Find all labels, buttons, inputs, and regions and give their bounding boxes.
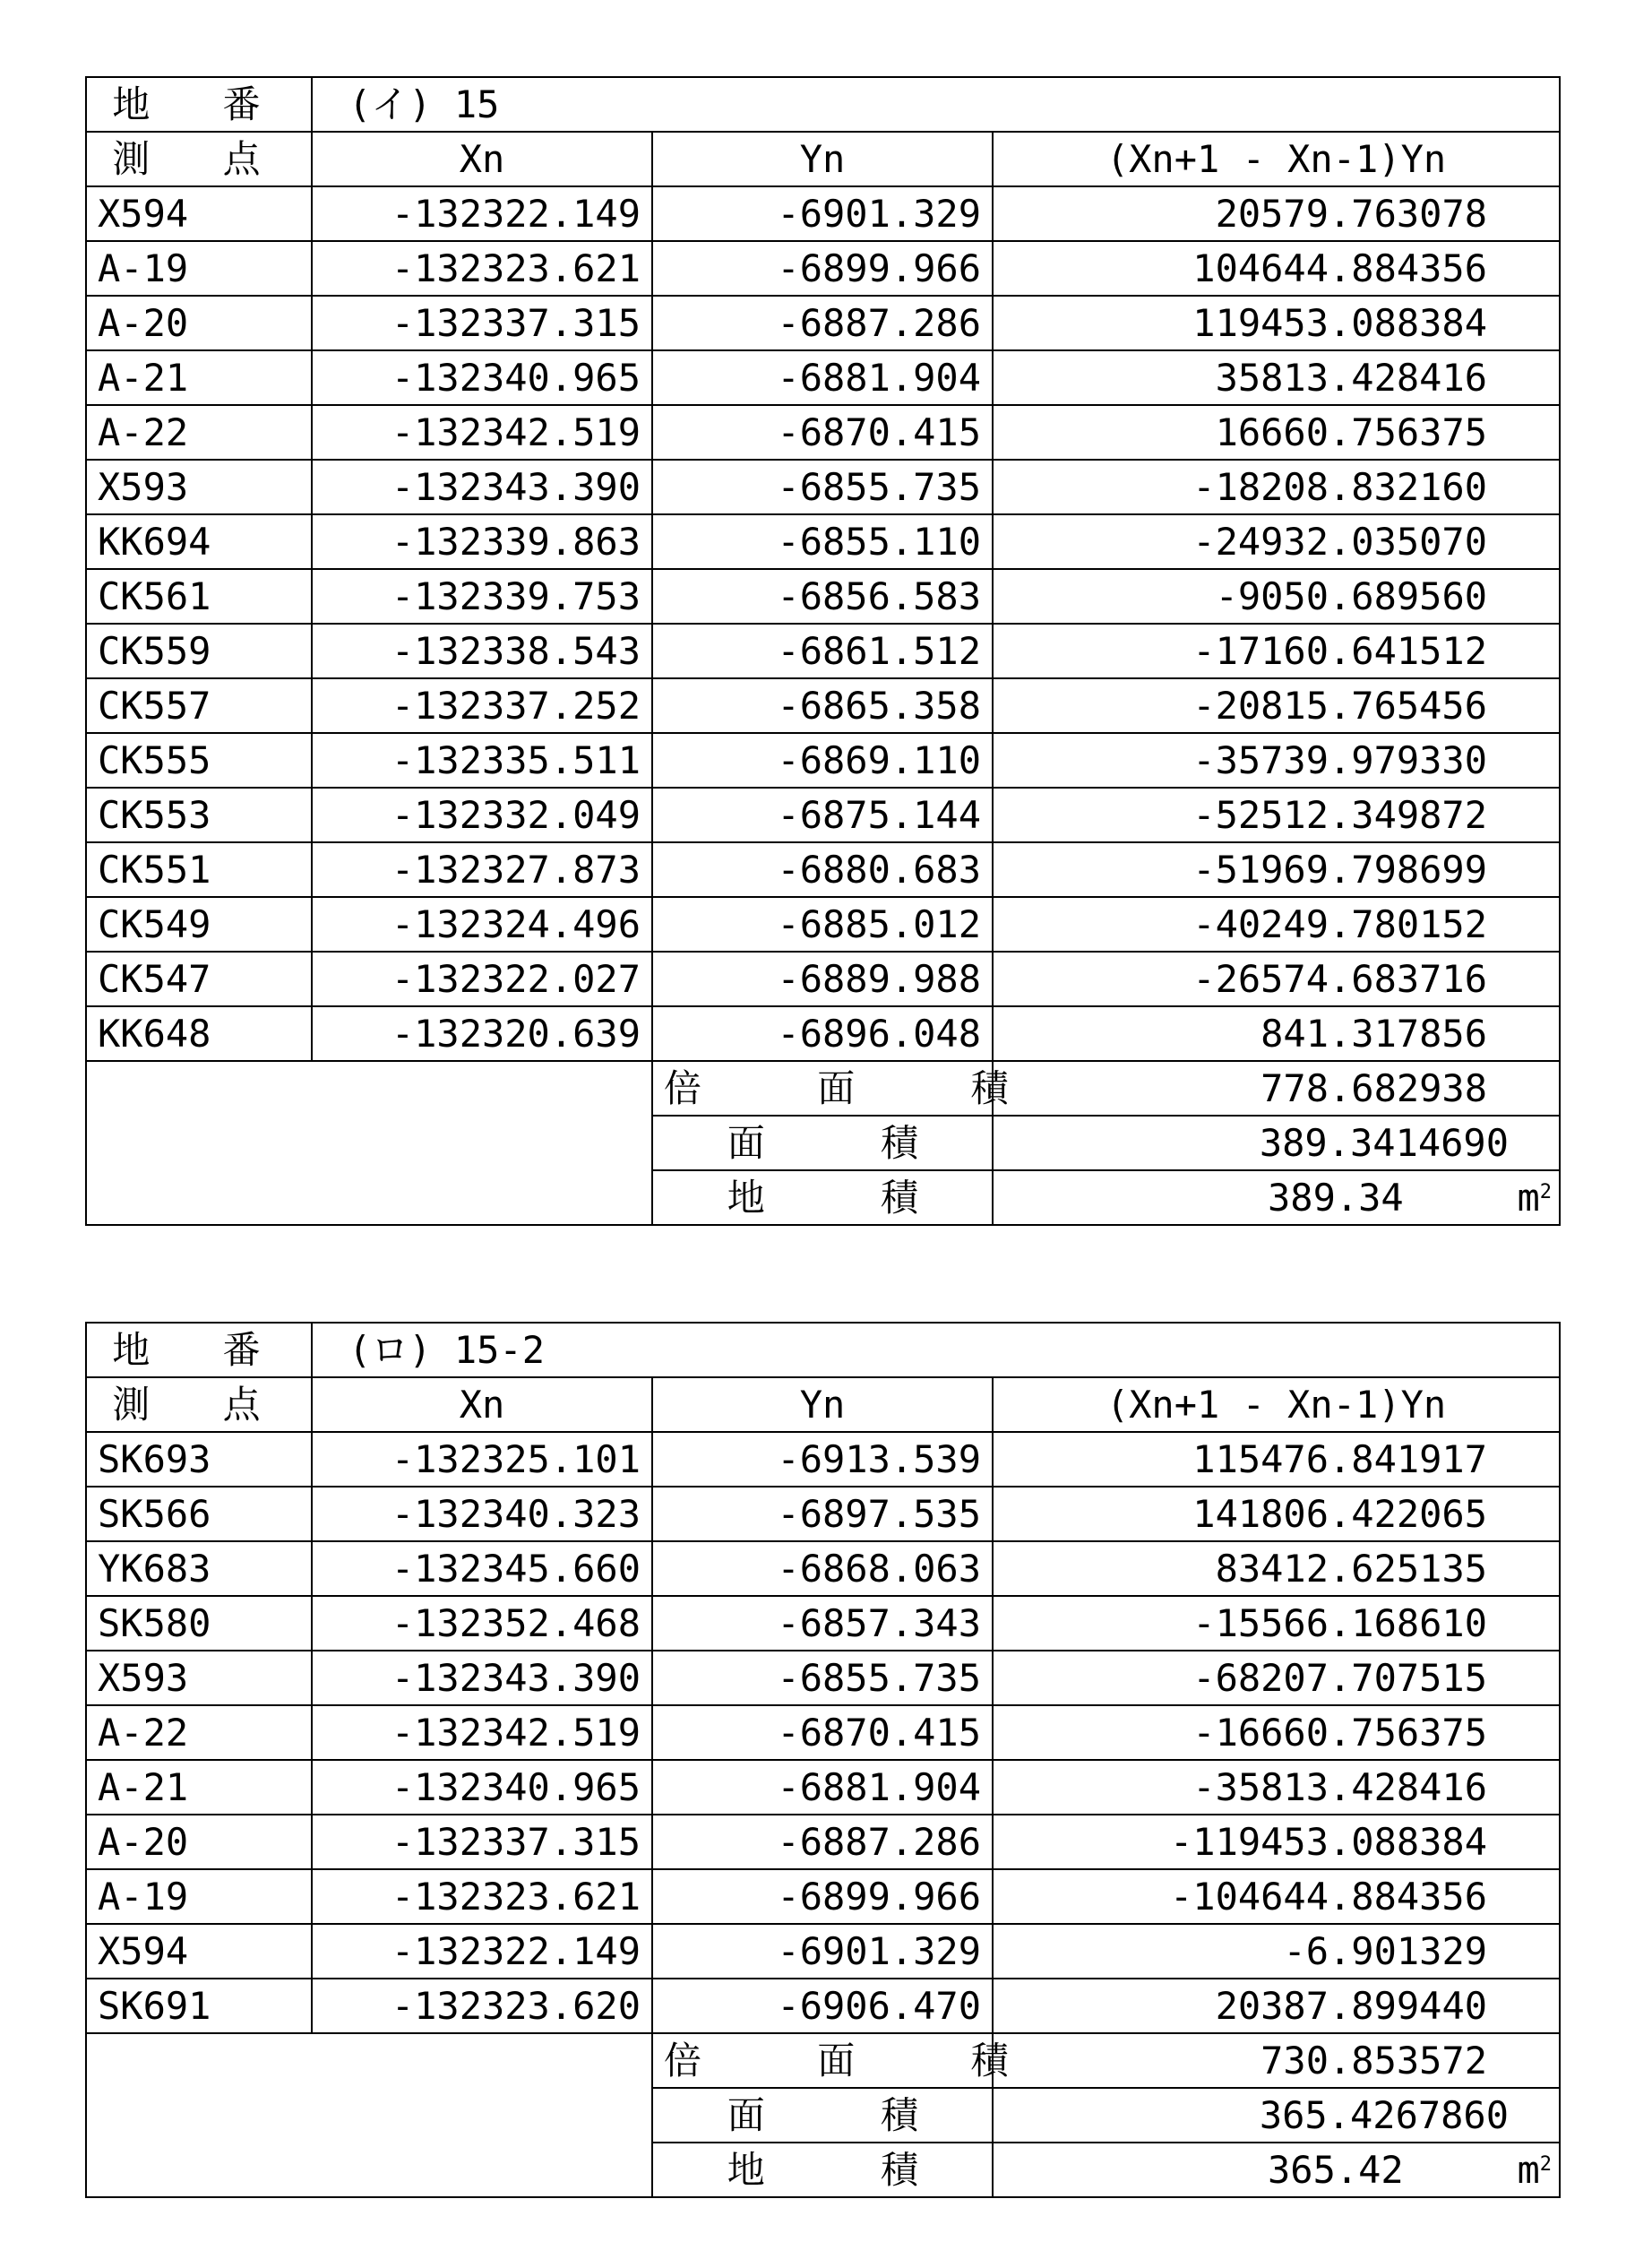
yn-value: -6881.904 xyxy=(652,1760,993,1815)
header-product: (Xn+1 - Xn-1)Yn xyxy=(993,132,1560,186)
point-name: A-20 xyxy=(86,296,312,350)
table-row xyxy=(86,350,1560,405)
point-name: CK547 xyxy=(86,952,312,1006)
product-value: 20387.899440 xyxy=(993,1979,1560,2033)
point-name: CK549 xyxy=(86,897,312,952)
product-value: 141806.422065 xyxy=(993,1487,1560,1541)
product-value: 119453.088384 xyxy=(993,296,1560,350)
point-name: SK691 xyxy=(86,1979,312,2033)
double-area-value: 730.853572 xyxy=(993,2033,1560,2088)
xn-value: -132340.965 xyxy=(312,1760,652,1815)
header-xn: Xn xyxy=(312,1377,652,1432)
point-name: KK694 xyxy=(86,514,312,569)
header-row xyxy=(86,1377,1560,1432)
point-name: X594 xyxy=(86,186,312,241)
product-value: -15566.168610 xyxy=(993,1596,1560,1651)
product-value: 16660.756375 xyxy=(993,405,1560,460)
lot-label: 地 番 xyxy=(86,77,312,132)
yn-value: -6887.286 xyxy=(652,1815,993,1869)
table-row xyxy=(86,1869,1560,1924)
lot-value: (イ) 15 xyxy=(312,77,1560,132)
yn-value: -6868.063 xyxy=(652,1541,993,1596)
yn-value: -6855.735 xyxy=(652,460,993,514)
point-name: CK553 xyxy=(86,788,312,842)
area-label: 面 積 xyxy=(652,1116,993,1170)
table-row xyxy=(86,1705,1560,1760)
xn-value: -132343.390 xyxy=(312,460,652,514)
yn-value: -6901.329 xyxy=(652,186,993,241)
xn-value: -132337.315 xyxy=(312,1815,652,1869)
xn-value: -132342.519 xyxy=(312,405,652,460)
yn-value: -6865.358 xyxy=(652,678,993,733)
xn-value: -132337.252 xyxy=(312,678,652,733)
yn-value: -6896.048 xyxy=(652,1006,993,1061)
table-row xyxy=(86,1924,1560,1979)
point-name: YK683 xyxy=(86,1541,312,1596)
yn-value: -6899.966 xyxy=(652,241,993,296)
product-value: -104644.884356 xyxy=(993,1869,1560,1924)
point-name: SK693 xyxy=(86,1432,312,1487)
point-name: A-22 xyxy=(86,1705,312,1760)
yn-value: -6870.415 xyxy=(652,405,993,460)
xn-value: -132339.863 xyxy=(312,514,652,569)
lot-label: 地 番 xyxy=(86,1323,312,1377)
product-value: 104644.884356 xyxy=(993,241,1560,296)
table-row xyxy=(86,1006,1560,1061)
area-label: 面 積 xyxy=(652,2088,993,2143)
product-value: -20815.765456 xyxy=(993,678,1560,733)
product-value: -35739.979330 xyxy=(993,733,1560,788)
point-name: CK551 xyxy=(86,842,312,897)
table-row xyxy=(86,1596,1560,1651)
yn-value: -6855.110 xyxy=(652,514,993,569)
xn-value: -132327.873 xyxy=(312,842,652,897)
point-name: X593 xyxy=(86,460,312,514)
yn-value: -6885.012 xyxy=(652,897,993,952)
xn-value: -132325.101 xyxy=(312,1432,652,1487)
yn-value: -6855.735 xyxy=(652,1651,993,1705)
survey-table-2 xyxy=(85,1322,1561,2198)
yn-value: -6913.539 xyxy=(652,1432,993,1487)
table-row xyxy=(86,241,1560,296)
xn-value: -132338.543 xyxy=(312,624,652,678)
xn-value: -132332.049 xyxy=(312,788,652,842)
table-row xyxy=(86,678,1560,733)
xn-value: -132322.027 xyxy=(312,952,652,1006)
xn-value: -132340.323 xyxy=(312,1487,652,1541)
header-row xyxy=(86,132,1560,186)
xn-value: -132352.468 xyxy=(312,1596,652,1651)
table-row xyxy=(86,186,1560,241)
xn-value: -132323.621 xyxy=(312,241,652,296)
yn-value: -6856.583 xyxy=(652,569,993,624)
yn-value: -6889.988 xyxy=(652,952,993,1006)
point-name: X593 xyxy=(86,1651,312,1705)
area-value: 365.4267860 xyxy=(993,2088,1560,2143)
summary-blank xyxy=(86,1061,652,1225)
land-area-label: 地 積 xyxy=(652,1170,993,1225)
point-name: CK555 xyxy=(86,733,312,788)
header-xn: Xn xyxy=(312,132,652,186)
yn-value: -6887.286 xyxy=(652,296,993,350)
xn-value: -132343.390 xyxy=(312,1651,652,1705)
double-area-value: 778.682938 xyxy=(993,1061,1560,1116)
xn-value: -132324.496 xyxy=(312,897,652,952)
land-area-value: 365.42 xyxy=(1268,2148,1404,2192)
header-yn: Yn xyxy=(652,132,993,186)
table-row xyxy=(86,733,1560,788)
product-value: 115476.841917 xyxy=(993,1432,1560,1487)
product-value: -26574.683716 xyxy=(993,952,1560,1006)
xn-value: -132345.660 xyxy=(312,1541,652,1596)
product-value: -17160.641512 xyxy=(993,624,1560,678)
point-name: KK648 xyxy=(86,1006,312,1061)
product-value: 35813.428416 xyxy=(993,350,1560,405)
header-yn: Yn xyxy=(652,1377,993,1432)
product-value: -51969.798699 xyxy=(993,842,1560,897)
table-row xyxy=(86,1760,1560,1815)
table-row xyxy=(86,1815,1560,1869)
point-name: SK566 xyxy=(86,1487,312,1541)
xn-value: -132342.519 xyxy=(312,1705,652,1760)
yn-value: -6899.966 xyxy=(652,1869,993,1924)
xn-value: -132340.965 xyxy=(312,350,652,405)
product-value: 20579.763078 xyxy=(993,186,1560,241)
table-row xyxy=(86,624,1560,678)
yn-value: -6870.415 xyxy=(652,1705,993,1760)
point-name: A-21 xyxy=(86,1760,312,1815)
land-area-value: 389.34 xyxy=(1268,1176,1404,1220)
xn-value: -132335.511 xyxy=(312,733,652,788)
product-value: -119453.088384 xyxy=(993,1815,1560,1869)
double-area-row xyxy=(86,1061,1560,1116)
yn-value: -6880.683 xyxy=(652,842,993,897)
xn-value: -132320.639 xyxy=(312,1006,652,1061)
table-row xyxy=(86,405,1560,460)
table-row xyxy=(86,514,1560,569)
table-row xyxy=(86,569,1560,624)
table-row xyxy=(86,1487,1560,1541)
point-name: CK561 xyxy=(86,569,312,624)
land-area-label: 地 積 xyxy=(652,2143,993,2197)
product-value: -18208.832160 xyxy=(993,460,1560,514)
lot-row xyxy=(86,1323,1560,1377)
table-row xyxy=(86,1651,1560,1705)
product-value: -6.901329 xyxy=(993,1924,1560,1979)
yn-value: -6861.512 xyxy=(652,624,993,678)
double-area-row xyxy=(86,2033,1560,2088)
point-name: A-21 xyxy=(86,350,312,405)
yn-value: -6881.904 xyxy=(652,350,993,405)
table-row xyxy=(86,460,1560,514)
point-name: A-19 xyxy=(86,1869,312,1924)
yn-value: -6906.470 xyxy=(652,1979,993,2033)
point-name: A-19 xyxy=(86,241,312,296)
table-row xyxy=(86,897,1560,952)
header-point: 測 点 xyxy=(86,1377,312,1432)
summary-blank xyxy=(86,2033,652,2197)
header-point: 測 点 xyxy=(86,132,312,186)
product-value: -35813.428416 xyxy=(993,1760,1560,1815)
header-product: (Xn+1 - Xn-1)Yn xyxy=(993,1377,1560,1432)
product-value: 83412.625135 xyxy=(993,1541,1560,1596)
table-row xyxy=(86,1432,1560,1487)
yn-value: -6897.535 xyxy=(652,1487,993,1541)
point-name: X594 xyxy=(86,1924,312,1979)
xn-value: -132322.149 xyxy=(312,1924,652,1979)
double-area-label: 倍 面 積 xyxy=(652,2033,993,2088)
yn-value: -6875.144 xyxy=(652,788,993,842)
table-row xyxy=(86,1541,1560,1596)
product-value: -52512.349872 xyxy=(993,788,1560,842)
xn-value: -132337.315 xyxy=(312,296,652,350)
product-value: 841.317856 xyxy=(993,1006,1560,1061)
xn-value: -132322.149 xyxy=(312,186,652,241)
point-name: A-20 xyxy=(86,1815,312,1869)
product-value: -24932.035070 xyxy=(993,514,1560,569)
double-area-label: 倍 面 積 xyxy=(652,1061,993,1116)
xn-value: -132323.621 xyxy=(312,1869,652,1924)
point-name: CK557 xyxy=(86,678,312,733)
table-row xyxy=(86,296,1560,350)
product-value: -16660.756375 xyxy=(993,1705,1560,1760)
square-meter-unit: $m^2$ xyxy=(1517,1176,1553,1220)
area-value: 389.3414690 xyxy=(993,1116,1560,1170)
point-name: CK559 xyxy=(86,624,312,678)
table-row xyxy=(86,842,1560,897)
product-value: -9050.689560 xyxy=(993,569,1560,624)
lot-value: (ロ) 15-2 xyxy=(312,1323,1560,1377)
yn-value: -6869.110 xyxy=(652,733,993,788)
point-name: A-22 xyxy=(86,405,312,460)
yn-value: -6901.329 xyxy=(652,1924,993,1979)
table-row xyxy=(86,788,1560,842)
xn-value: -132339.753 xyxy=(312,569,652,624)
land-area-cell xyxy=(993,1170,1560,1225)
survey-table-1 xyxy=(85,76,1561,1226)
product-value: -68207.707515 xyxy=(993,1651,1560,1705)
yn-value: -6857.343 xyxy=(652,1596,993,1651)
lot-row xyxy=(86,77,1560,132)
square-meter-unit: $m^2$ xyxy=(1517,2148,1553,2192)
land-area-cell xyxy=(993,2143,1560,2197)
table-row xyxy=(86,1979,1560,2033)
point-name: SK580 xyxy=(86,1596,312,1651)
xn-value: -132323.620 xyxy=(312,1979,652,2033)
product-value: -40249.780152 xyxy=(993,897,1560,952)
table-row xyxy=(86,952,1560,1006)
